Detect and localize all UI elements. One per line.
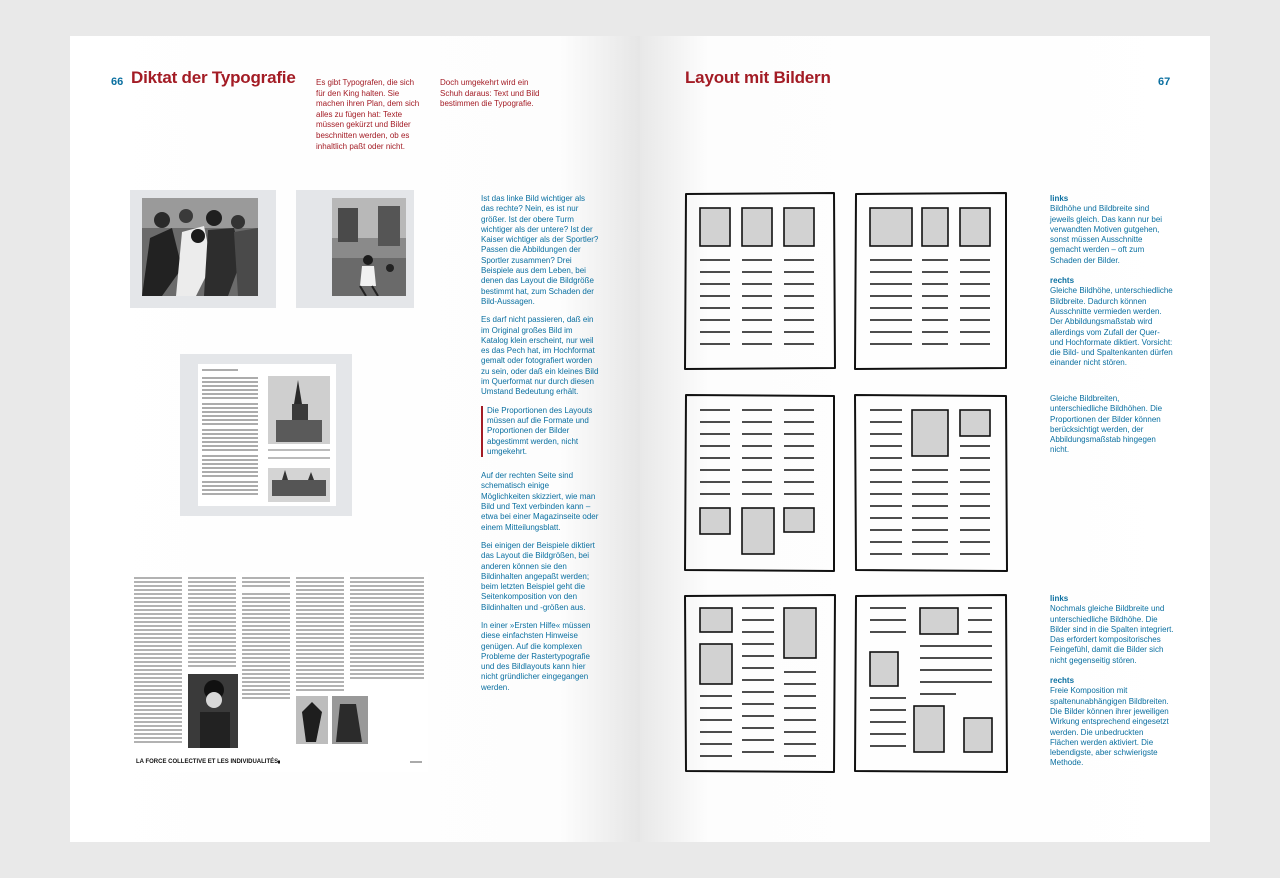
layout-sketch-row-3 — [684, 594, 1008, 774]
sketch-image — [742, 508, 774, 554]
sketch-image — [784, 508, 814, 532]
sketch-image — [960, 208, 990, 246]
layout-sketch-row-1 — [684, 192, 1008, 370]
sketch-image — [784, 208, 814, 246]
paragraph-1: Ist das linke Bild wichtiger als das rechte? Nein, es ist nur größer. Ist der obere Turm wichtiger als der untere? Ist der Kaiser wichtiger als der Sportler? Passen die Abbildungen der Sportler zusammen? Drei Beispiele aus dem Leben, bei denen das Layout die Bildgröße bestimmt hat, zum Schaden der Bild-Aussagen. — [481, 194, 599, 306]
crowd-photo — [142, 198, 258, 296]
explanation-column — [481, 194, 599, 701]
magazine-page-mockup — [198, 364, 336, 506]
caption-5-heading: rechts — [1050, 676, 1075, 686]
pull-quote: Die Proportionen des Layouts müssen auf die Formate und Proportionen der Bilder abgestimmt werden, nicht umgekehrt. — [481, 406, 599, 457]
book-spread — [70, 36, 1210, 842]
intro-text-2: Doch umgekehrt wird ein Schuh daraus: Text und Bild bestimmen die Typografie. — [440, 78, 540, 109]
magazine-page-example — [180, 354, 352, 516]
caption-2-heading: rechts — [1050, 276, 1075, 286]
example-photo-card-2 — [296, 190, 414, 308]
paragraph-3: Auf der rechten Seite sind schematisch einige Möglichkeiten skizziert, wie man Bild und Text verbinden kann – etwa bei einer Magazinseite oder einem Mitteilungsblatt. — [481, 471, 599, 532]
paragraph-4: Bei einigen der Beispiele diktiert das Layout die Bildgrößen, bei anderen können sie den Bildinhalten angepaßt werden; beim letzten Beispiel geht die Seitenkomposition von den Bildinhalten und -größen aus. — [481, 540, 595, 612]
caption-4-heading: links — [1050, 594, 1069, 603]
sketch-image — [700, 608, 732, 632]
sketch-image — [700, 208, 730, 246]
caption-group-1 — [1050, 194, 1174, 379]
left-page-title: Diktat der Typografie — [131, 68, 296, 87]
sketch-image — [922, 208, 948, 246]
sketch-image — [964, 718, 992, 752]
magazine-spread-example — [130, 572, 428, 772]
left-page-number: 66 — [111, 76, 124, 88]
caption-group-2 — [1050, 594, 1174, 779]
paragraph-5: In einer »Ersten Hilfe« müssen diese einfachsten Hinweise genügen. Auf die komplexen Probleme der Rastertypografie und des Bildlayouts kann hier nicht gründlicher eingegangen werden. — [481, 620, 591, 692]
caption-4-text: Nochmals gleiche Bildbreite und unterschiedliche Bildhöhe. Die Bilder sind in die Spalten integriert. Das erfordert kompositorisches Feingefühl, damit die Bilder sich nicht gegenseitig stören. — [1050, 604, 1174, 665]
street-child-photo — [332, 198, 406, 296]
right-page-number: 67 — [1158, 76, 1171, 88]
caption-3: Gleiche Bildbreiten, unterschiedliche Bildhöhen. Die Proportionen der Bilder können berücksichtigt werden, der Abbildungsmaßstab hingegen nicht. — [1050, 394, 1163, 455]
right-page — [640, 36, 1210, 842]
magazine-footer-text: LA FORCE COLLECTIVE ET LES INDIVIDUALITÉS — [136, 759, 279, 765]
layout-sketch-row-2 — [684, 394, 1008, 572]
sketch-image — [742, 208, 772, 246]
sketch-image — [960, 410, 990, 436]
magazine-spread-mockup — [130, 572, 428, 772]
sketch-image — [700, 644, 732, 684]
sketch-image — [920, 608, 958, 634]
sketch-image — [914, 706, 944, 752]
caption-1-text: Bildhöhe und Bildbreite sind jeweils gleich. Das kann nur bei verwandten Motiven gutgehen, sonst müssen Ausschnitte gemacht werden – oft zum Schaden der Bilder. — [1050, 204, 1163, 265]
example-photo-card-1 — [130, 190, 276, 308]
sketch-image — [784, 608, 816, 658]
caption-2-text: Gleiche Bildhöhe, unterschiedliche Bildbreite. Dadurch können Ausschnitte vermieden werden. Der Abbildungsmaßstab wird allerdings vom Zufall der Quer- und Hochformate diktiert. Vorsicht: die Bild- und Spaltenkanten dürfen einander nicht stören. — [1050, 286, 1173, 368]
sketch-image — [912, 410, 948, 456]
left-page — [70, 36, 640, 842]
sketch-image — [700, 508, 730, 534]
sketch-image — [870, 208, 912, 246]
caption-5-text: Freie Komposition mit spaltenunabhängigen Bildbreiten. Die Bilder können ihrer jeweiligen Wirkung entsprechend eingesetzt werden. Die unbedruckten Flächen werden aktiviert. Die lebendigste, aber schwierigste Methode. — [1050, 686, 1169, 768]
sketch-image — [870, 652, 898, 686]
intro-text-1: Es gibt Typografen, die sich für den King halten. Sie machen ihren Plan, dem sich alles zu fügen hat: Texte müssen gekürzt und Bilder beschnitten werden, ob es inhaltlich paßt oder nicht. — [316, 78, 420, 151]
right-page-title: Layout mit Bildern — [685, 68, 831, 87]
caption-1-heading: links — [1050, 194, 1069, 203]
paragraph-2: Es darf nicht passieren, daß ein im Original großes Bild im Katalog klein erscheint, nur weil es das Pech hat, im Hochformat gemalt oder fotografiert worden zu sein, oder daß ein kleines Bild im Querformat nur durch diesen Umstand Bedeutung erhält. — [481, 315, 599, 397]
